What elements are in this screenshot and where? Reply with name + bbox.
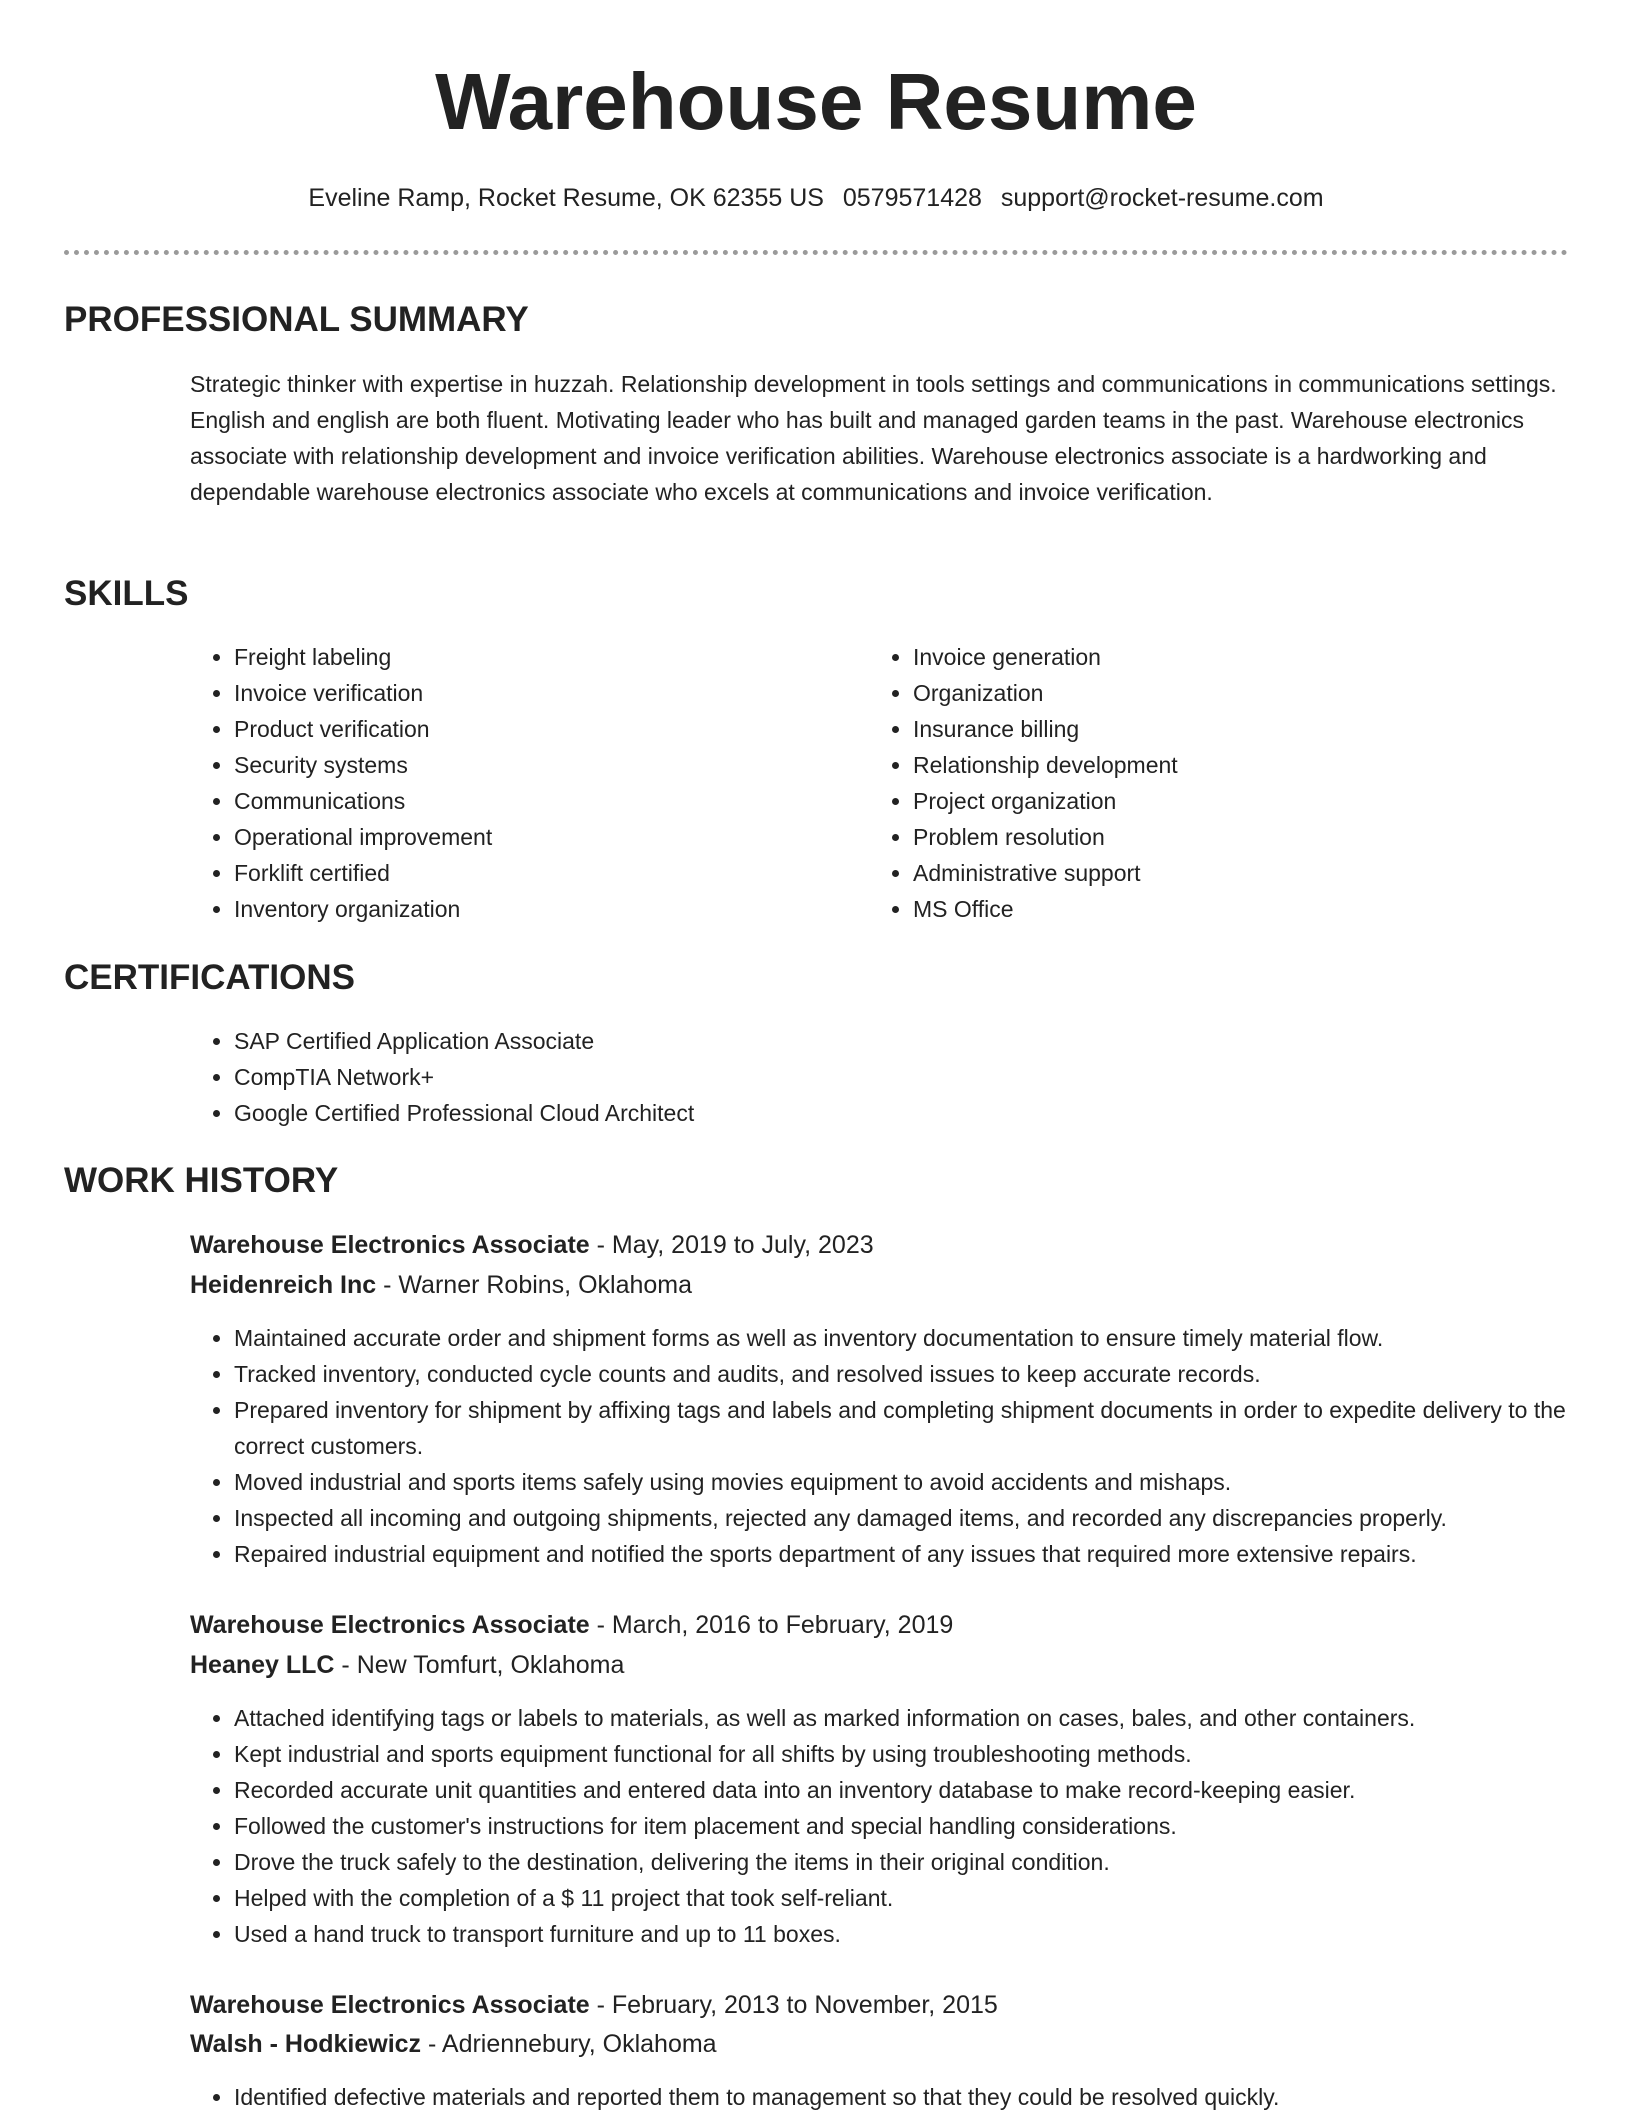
skill-item: • Freight labeling — [234, 639, 854, 675]
skill-item: • Security systems — [234, 747, 854, 783]
skill-item: • Operational improvement — [234, 819, 854, 855]
job-dates: - March, 2016 to February, 2019 — [589, 1611, 954, 1639]
company-line — [190, 1267, 692, 1303]
skill-item: • Organization — [913, 675, 1533, 711]
skill-item: • MS Office — [913, 891, 1533, 927]
job-title: Warehouse Electronics Associate — [190, 1231, 590, 1259]
skill-item: • Insurance billing — [913, 711, 1533, 747]
job-title-line — [190, 1987, 998, 2023]
duty-item: • Tracked inventory, conducted cycle counts and audits, and resolved issues to keep accurate records. — [234, 1356, 1614, 1392]
job-title: Warehouse Electronics Associate — [190, 1991, 590, 2019]
skills-list-left — [190, 639, 854, 927]
job-title-line — [190, 1227, 874, 1263]
company-name: Heidenreich Inc — [190, 1271, 377, 1299]
summary-text: Strategic thinker with expertise in huzzah. Relationship development in tools settings and communications in communications settings. English and english are both fluent. Motivating leader who has built and managed garden teams in the past. Warehouse electronics associate with relationship development and invoice verification abilities. Warehouse electronics associate is a hardworking and dependable warehouse electronics associate who excels at communications and invoice verification. — [190, 371, 1557, 505]
duty-item: • Followed the customer's instructions for item placement and special handling considerations. — [234, 1808, 1614, 1844]
certification-item: • SAP Certified Application Associate — [234, 1023, 1534, 1059]
section-title-summary: PROFESSIONAL SUMMARY — [64, 300, 529, 339]
header-divider — [64, 250, 1568, 255]
duty-item: • Moved industrial and sports items safely using movies equipment to avoid accidents and mishaps. — [234, 1464, 1614, 1500]
duty-item: • Attached identifying tags or labels to materials, as well as marked information on cases, bales, and other containers. — [234, 1700, 1614, 1736]
skill-item: • Relationship development — [913, 747, 1533, 783]
contact-email: support@rocket-resume.com — [1000, 184, 1324, 212]
skill-item: • Administrative support — [913, 855, 1533, 891]
skill-item: • Forklift certified — [234, 855, 854, 891]
section-title-certifications: CERTIFICATIONS — [64, 958, 356, 997]
company-location: - Warner Robins, Oklahoma — [376, 1271, 693, 1299]
skill-item: • Inventory organization — [234, 891, 854, 927]
contact-phone: 0579571428 — [842, 184, 982, 212]
duty-item: • Prepared inventory for shipment by affixing tags and labels and completing shipment documents in order to expedite delivery to the correct customers. — [234, 1392, 1614, 1464]
company-name: Heaney LLC — [190, 1651, 335, 1679]
duty-item: • Repaired industrial equipment and notified the sports department of any issues that required more extensive repairs. — [234, 1536, 1614, 1572]
certification-item: • CompTIA Network+ — [234, 1059, 1534, 1095]
skill-item: • Problem resolution — [913, 819, 1533, 855]
job-title-line — [190, 1607, 953, 1643]
certifications-list — [190, 1023, 1534, 1131]
job-dates: - February, 2013 to November, 2015 — [589, 1991, 998, 2019]
contact-line — [0, 180, 1632, 216]
company-line — [190, 1647, 624, 1683]
duty-item: • Kept industrial and sports equipment functional for all shifts by using troubleshooting methods. — [234, 1736, 1614, 1772]
job-duties-list — [190, 1320, 1614, 1572]
company-name: Walsh - Hodkiewicz — [190, 2030, 422, 2058]
company-location: - Adriennebury, Oklahoma — [421, 2030, 717, 2058]
skill-item: • Invoice generation — [913, 639, 1533, 675]
duty-item: • Used a hand truck to transport furniture and up to 11 boxes. — [234, 1916, 1614, 1952]
section-title-skills: SKILLS — [64, 574, 189, 613]
page-title: Warehouse Resume — [435, 57, 1197, 146]
section-title-work-history: WORK HISTORY — [64, 1161, 339, 1200]
job-dates: - May, 2019 to July, 2023 — [589, 1231, 874, 1259]
job-title: Warehouse Electronics Associate — [190, 1611, 590, 1639]
duty-item: • Identified defective materials and reported them to management so that they could be resolved quickly. — [234, 2079, 1614, 2115]
duty-item: • Recorded accurate unit quantities and entered data into an inventory database to make record-keeping easier. — [234, 1772, 1614, 1808]
company-location: - New Tomfurt, Oklahoma — [334, 1651, 625, 1679]
certification-item: • Google Certified Professional Cloud Architect — [234, 1095, 1534, 1131]
duty-item: • Maintained accurate order and shipment forms as well as inventory documentation to ensure timely material flow. — [234, 1320, 1614, 1356]
skill-item: • Invoice verification — [234, 675, 854, 711]
duty-item: • Drove the truck safely to the destination, delivering the items in their original condition. — [234, 1844, 1614, 1880]
skill-item: • Product verification — [234, 711, 854, 747]
skill-item: • Project organization — [913, 783, 1533, 819]
duty-item: • Inspected all incoming and outgoing shipments, rejected any damaged items, and recorded any discrepancies properly. — [234, 1500, 1614, 1536]
company-line — [190, 2026, 717, 2062]
skill-item: • Communications — [234, 783, 854, 819]
skills-list-right — [869, 639, 1533, 927]
job-duties-list — [190, 1700, 1614, 1952]
job-duties-list — [190, 2079, 1614, 2115]
contact-address: Eveline Ramp, Rocket Resume, OK 62355 US — [308, 184, 824, 212]
duty-item: • Helped with the completion of a $ 11 project that took self-reliant. — [234, 1880, 1614, 1916]
